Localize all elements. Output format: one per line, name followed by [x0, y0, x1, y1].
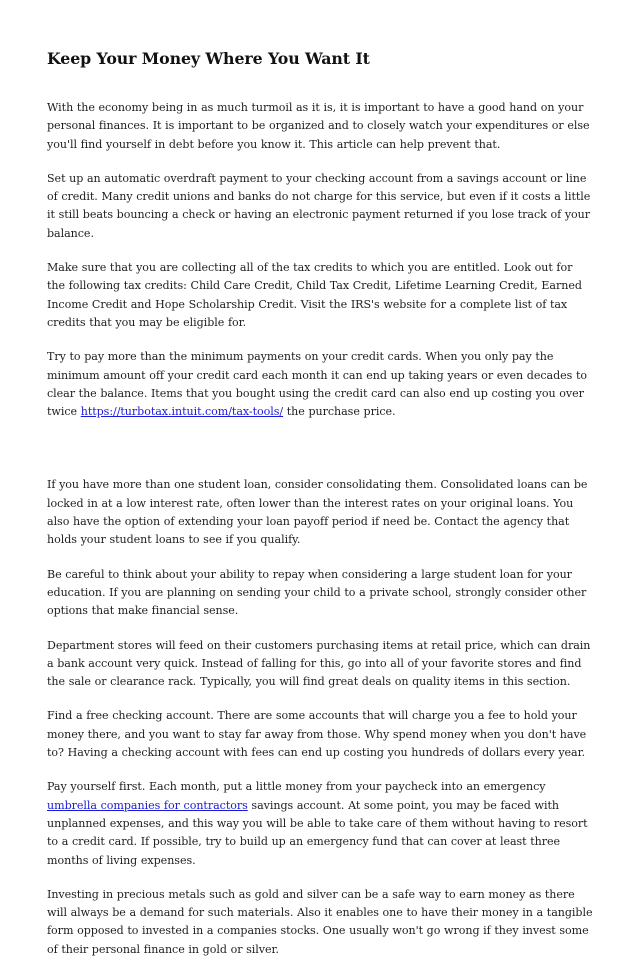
paragraph-department-stores: Department stores will feed on their customers purchasing items at retail price, which can drain a bank account very quick. Instead of falling for this, go into all of your favorite stores and find the sale or clearance rack. Typically, you will find great deals on quality items in this section.	[47, 638, 591, 689]
pay-yourself-text: Pay yourself first. Each month, put a little money from your paycheck into an emergency	[47, 780, 546, 794]
paragraph-student-loans: If you have more than one student loan, consider consolidating them. Consolidated loans can be locked in at a low interest rate, often lower than the interest rates on your original loans. You also have the option of extending your loan payoff period if need be. Contact the agency that holds your student loans to see if you qualify.	[47, 478, 588, 547]
umbrella-companies-link[interactable]: umbrella companies for contractors	[47, 798, 248, 812]
paragraph-credit-cards	[47, 348, 594, 421]
paragraph-pay-yourself	[47, 778, 594, 869]
credit-cards-text-end: the purchase price.	[283, 405, 396, 419]
paragraph-repay: Be careful to think about your ability to repay when considering a large student loan for your education. If you are planning on sending your child to a private school, strongly consider other options that make financial sense.	[47, 567, 587, 618]
turbotax-link[interactable]: https://turbotax.intuit.com/tax-tools/	[80, 405, 284, 419]
paragraph-tax-credits: Make sure that you are collecting all of the tax credits to which you are entitled. Look out for the following tax credits: Child Care Credit, Child Tax Credit, Lifetime Learning Credit, Earned Income Credit and Hope Scholarship Credit. Visit the IRS's website for a complete list of tax credits that you may be eligible for.	[47, 261, 582, 329]
paragraph-precious-metals: Investing in precious metals such as gold and silver can be a safe way to earn money as there will always be a demand for such materials. Also it enables one to have their money in a tangible form opposed to invested in a companies stocks. One usually won't go wrong if they invest some of their personal finance in gold or silver.	[47, 887, 593, 956]
paragraph-checking-account: Find a free checking account. There are some accounts that will charge you a fee to hold your money there, and you want to stay far away from those. Why spend money when you don't have to? Having a checking account with fees can end up costing you hundreds of dollars every year.	[47, 709, 587, 760]
credit-cards-text: Try to pay more than the minimum payments on your credit cards. When you only pay the minimum amount off your credit card each month it can end up taking years or even decades to clear the balance. Items that you bought using the credit card can also end up costing you over twice	[47, 350, 588, 419]
paragraph-intro: With the economy being in as much turmoil as it is, it is important to have a good hand on your personal finances. It is important to be organized and to closely watch your expenditures or else you'll find yourself in debt before you know it. This article can help prevent that.	[47, 101, 590, 151]
article-title: Keep Your Money Where You Want It	[47, 49, 370, 68]
pay-yourself-text-end: savings account. At some point, you may be faced with unplanned expenses, and this way you will be able to take care of them without having to resort to a credit card. If possible, try to build up an emergency fund that can cover at least three months of living expenses.	[47, 798, 588, 867]
paragraph-overdraft: Set up an automatic overdraft payment to your checking account from a savings account or line of credit. Many credit unions and banks do not charge for this service, but even if it costs a little it still beats bouncing a check or having an electronic payment returned if you lose track of your balance.	[47, 171, 591, 240]
